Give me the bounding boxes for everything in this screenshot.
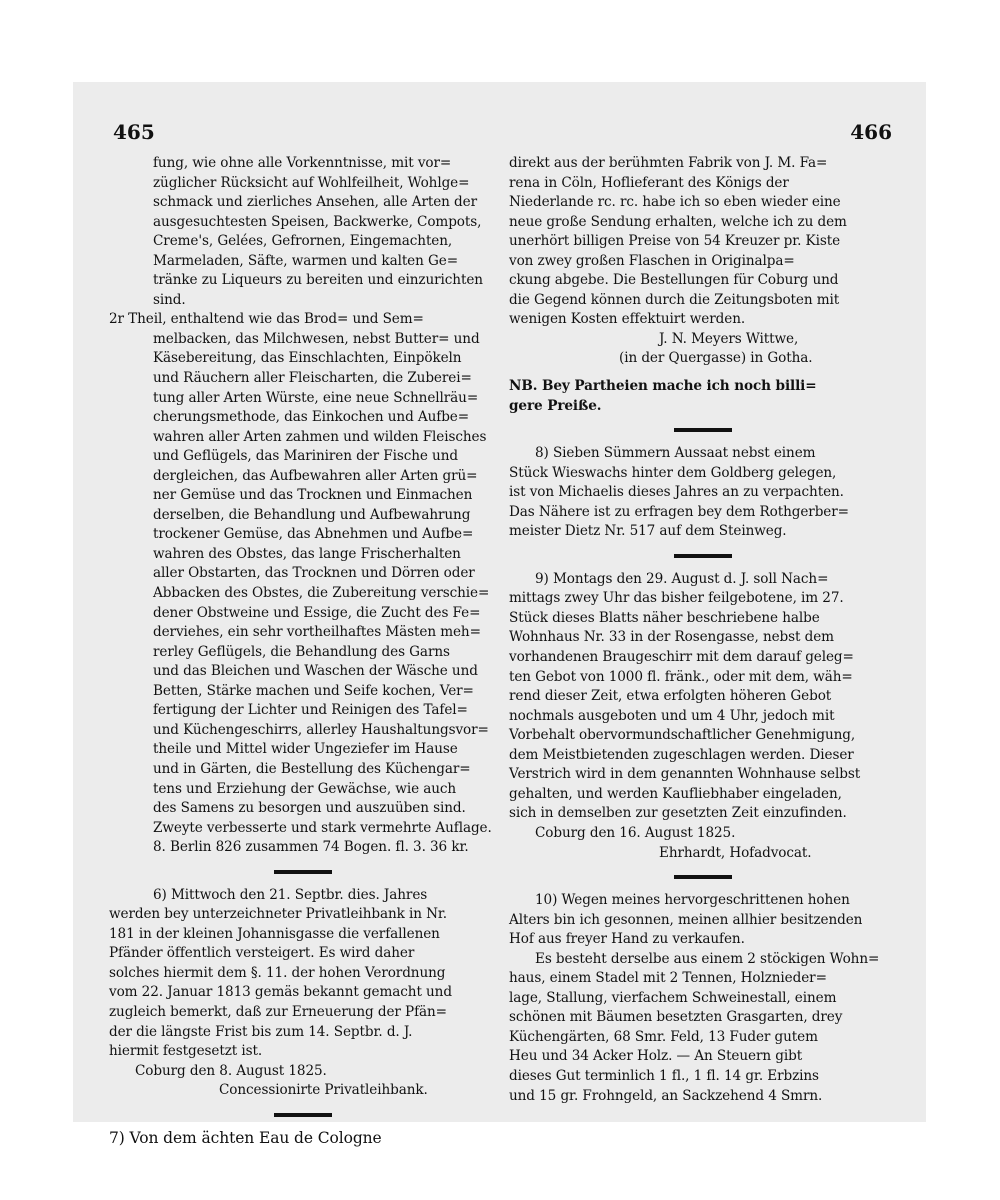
page-number-left: 465 [113, 120, 155, 144]
text-line: solches hiermit dem §. 11. der hohen Verordnung [109, 964, 446, 981]
text-line: nochmals ausgeboten und um 4 Uhr, jedoch mit [509, 707, 835, 724]
text-line: 8) Sieben Sümmern Aussaat nebst einem [535, 445, 816, 462]
text-line: 6) Mittwoch den 21. Septbr. dies. Jahres [153, 886, 428, 903]
notice-signature: Ehrhardt, Hofadvocat. [659, 844, 812, 861]
text-line: dergleichen, das Aufbewahren aller Arten grü= [153, 467, 478, 484]
notice-signature: Concessionirte Privatleihbank. [219, 1082, 428, 1099]
text-line: trockener Gemüse, das Abnehmen und Aufbe= [153, 526, 474, 543]
text-line: 181 in der kleinen Johannisgasse die verfallenen [109, 925, 440, 942]
text-line: Creme's, Gelées, Gefrornen, Eingemachten, [153, 233, 453, 250]
text-line: Alters bin ich gesonnen, meinen allhier besitzenden [509, 911, 863, 928]
notice-signature: J. N. Meyers Wittwe, [659, 330, 799, 347]
text-line: werden bey unterzeichneter Privatleihbank in Nr. [109, 906, 448, 923]
text-line: tränke zu Liqueurs zu bereiten und einzurichten [153, 272, 483, 289]
notice-7-continued [509, 154, 897, 416]
text-line: Niederlande rc. rc. habe ich so eben wieder eine [509, 194, 841, 211]
text-line: neue große Sendung erhalten, welche ich zu dem [509, 213, 847, 230]
text-line: Pfänder öffentlich versteigert. Es wird daher [109, 945, 415, 962]
text-line: rena in Cöln, Hoflieferant des Königs der [509, 174, 789, 191]
notice-8-lease [509, 444, 897, 542]
text-line: direkt aus der berühmten Fabrik von J. M. Fa= [509, 155, 828, 171]
cookbook-description-part2 [109, 310, 497, 857]
notice-10-farm-sale [509, 891, 897, 1106]
text-line: Küchengärten, 68 Smr. Feld, 13 Fuder gutem [509, 1028, 818, 1045]
text-line: derviehes, ein sehr vortheilhaftes Mästen meh= [153, 624, 481, 641]
notice-9-auction [509, 570, 897, 863]
text-line: Stück Wieswachs hinter dem Goldberg gelegen, [509, 464, 837, 481]
text-line: ner Gemüse und das Trocknen und Einmachen [153, 487, 473, 504]
text-line: zugleich bemerkt, daß zur Erneuerung der Pfän= [109, 1003, 447, 1020]
text-line: meister Dietz Nr. 517 auf dem Steinweg. [509, 523, 787, 540]
text-line: Zweyte verbesserte und stark vermehrte Auflage. [153, 819, 492, 836]
text-line: Betten, Stärke machen und Seife kochen, Ver= [153, 682, 474, 699]
section-divider [274, 870, 332, 874]
text-line: Es besteht derselbe aus einem 2 stöckigen Wohn= [535, 950, 880, 967]
notice-date: Coburg den 8. August 1825. [135, 1062, 327, 1079]
notice-signature-location: (in der Quergasse) in Gotha. [619, 350, 813, 367]
text-line: mittags zwey Uhr das bisher feilgebotene, im 27. [509, 590, 844, 607]
text-line: gehalten, und werden Kaufliebhaber eingeladen, [509, 785, 842, 802]
text-line: 9) Montags den 29. August d. J. soll Nach= [535, 570, 829, 587]
text-line: aller Obstarten, das Trocknen und Dörren oder [153, 565, 475, 582]
text-line: wenigen Kosten effektuirt werden. [509, 311, 746, 328]
notice-date: Coburg den 16. August 1825. [535, 824, 736, 841]
cookbook-description-part1 [109, 154, 497, 310]
text-line: dem Meistbietenden zugeschlagen werden. Dieser [509, 746, 854, 763]
text-line: ausgesuchtesten Speisen, Backwerke, Compots, [153, 213, 482, 230]
text-line: Heu und 34 Acker Holz. — An Steuern gibt [509, 1048, 803, 1065]
text-line: ten Gebot von 1000 fl. fränk., oder mit dem, wäh= [509, 668, 853, 685]
text-line: wahren des Obstes, das lange Frischerhalten [153, 545, 461, 562]
text-line: Verstrich wird in dem genannten Wohnhause selbst [509, 766, 861, 783]
right-column [509, 154, 897, 1106]
page-number-right: 466 [850, 120, 892, 144]
text-line: rerley Geflügels, die Behandlung des Garns [153, 643, 450, 660]
section-divider [674, 875, 732, 879]
text-line: unerhört billigen Preise von 54 Kreuzer pr. Kiste [509, 233, 841, 250]
text-line: des Samens zu besorgen und auszuüben sind. [153, 800, 466, 817]
newspaper-page-scan [73, 82, 926, 1147]
text-line: dener Obstweine und Essige, die Zucht des Fe= [153, 604, 481, 621]
nb-note: NB. Bey Partheien mache ich noch billi= [509, 378, 817, 395]
text-line: die Gegend können durch die Zeitungsboten mit [509, 291, 840, 308]
section-divider [674, 554, 732, 558]
text-line: Marmeladen, Säfte, warmen und kalten Ge= [153, 252, 458, 269]
text-line: und Geflügels, das Mariniren der Fische und [153, 448, 458, 465]
text-line: und 15 gr. Frohngeld, an Sackzehend 4 Smrn. [509, 1087, 823, 1104]
text-line: ckung abgebe. Die Bestellungen für Coburg und [509, 272, 839, 289]
text-line: wahren aller Arten zahmen und wilden Fleisches [153, 428, 487, 445]
text-line: schönen mit Bäumen besetzten Grasgarten, drey [509, 1009, 843, 1026]
text-line: melbacken, das Milchwesen, nebst Butter= und [153, 330, 480, 347]
text-line: fung, wie ohne alle Vorkenntnisse, mit vor= [153, 155, 452, 171]
text-line: und Räuchern aller Fleischarten, die Zuberei= [153, 370, 472, 387]
notice-7-heading: 7) Von dem ächten Eau de Cologne [109, 1128, 382, 1147]
text-line: 8. Berlin 826 zusammen 74 Bogen. fl. 3. 36 kr. [153, 839, 469, 856]
text-line: tung aller Arten Würste, eine neue Schnellräu= [153, 389, 479, 406]
text-line: Das Nähere ist zu erfragen bey dem Rothgerber= [509, 503, 849, 520]
notice-6-pawnbroker [109, 886, 497, 1101]
text-line: sich in demselben zur gesetzten Zeit einzufinden. [509, 805, 847, 822]
text-line: sind. [153, 291, 186, 308]
text-line: Stück dieses Blatts näher beschriebene halbe [509, 609, 820, 626]
text-line: schmack und zierliches Ansehen, alle Arten der [153, 194, 478, 211]
text-line: vorhandenen Braugeschirr mit dem darauf geleg= [509, 649, 854, 666]
text-line: lage, Stallung, vierfachem Schweinestall, einem [509, 989, 837, 1006]
text-line: 2r Theil, enthaltend wie das Brod= und Sem= [109, 311, 424, 328]
text-line: ist von Michaelis dieses Jahres an zu verpachten. [509, 484, 844, 501]
text-line: theile und Mittel wider Ungeziefer im Hause [153, 741, 458, 758]
section-divider [674, 428, 732, 432]
text-line: cherungsmethode, das Einkochen und Aufbe= [153, 409, 470, 426]
text-line: züglicher Rücksicht auf Wohlfeilheit, Wohlge= [153, 174, 470, 191]
text-line: und das Bleichen und Waschen der Wäsche und [153, 663, 478, 680]
text-line: hiermit festgesetzt ist. [109, 1043, 263, 1060]
text-line: von zwey großen Flaschen in Originalpa= [509, 252, 795, 269]
text-line: Vorbehalt obervormundschaftlicher Genehmigung, [509, 727, 856, 744]
text-line: und in Gärten, die Bestellung des Küchengar= [153, 760, 471, 777]
text-line: fertigung der Lichter und Reinigen des Tafel= [153, 702, 468, 719]
text-line: vom 22. Januar 1813 gemäs bekannt gemacht und [109, 984, 452, 1001]
text-line: tens und Erziehung der Gewächse, wie auch [153, 780, 457, 797]
text-line: Abbacken des Obstes, die Zubereitung verschie= [153, 585, 490, 602]
text-line: der die längste Frist bis zum 14. Septbr. d. J. [109, 1023, 413, 1040]
text-line: dieses Gut terminlich 1 fl., 1 fl. 14 gr. Erbzins [509, 1067, 819, 1084]
text-line: Käsebereitung, das Einschlachten, Einpökeln [153, 350, 462, 367]
section-divider [274, 1113, 332, 1117]
text-line: 10) Wegen meines hervorgeschrittenen hohen [535, 892, 850, 909]
nb-note: gere Preiße. [509, 397, 602, 414]
text-line: Wohnhaus Nr. 33 in der Rosengasse, nebst dem [509, 629, 834, 646]
text-line: derselben, die Behandlung und Aufbewahrung [153, 506, 471, 523]
text-line: rend dieser Zeit, etwa erfolgten höheren Gebot [509, 688, 832, 705]
text-line: und Küchengeschirrs, allerley Haushaltungsvor= [153, 721, 489, 738]
text-line: Hof aus freyer Hand zu verkaufen. [509, 931, 745, 948]
left-column [109, 154, 497, 1148]
text-line: haus, einem Stadel mit 2 Tennen, Holznieder= [509, 970, 827, 987]
